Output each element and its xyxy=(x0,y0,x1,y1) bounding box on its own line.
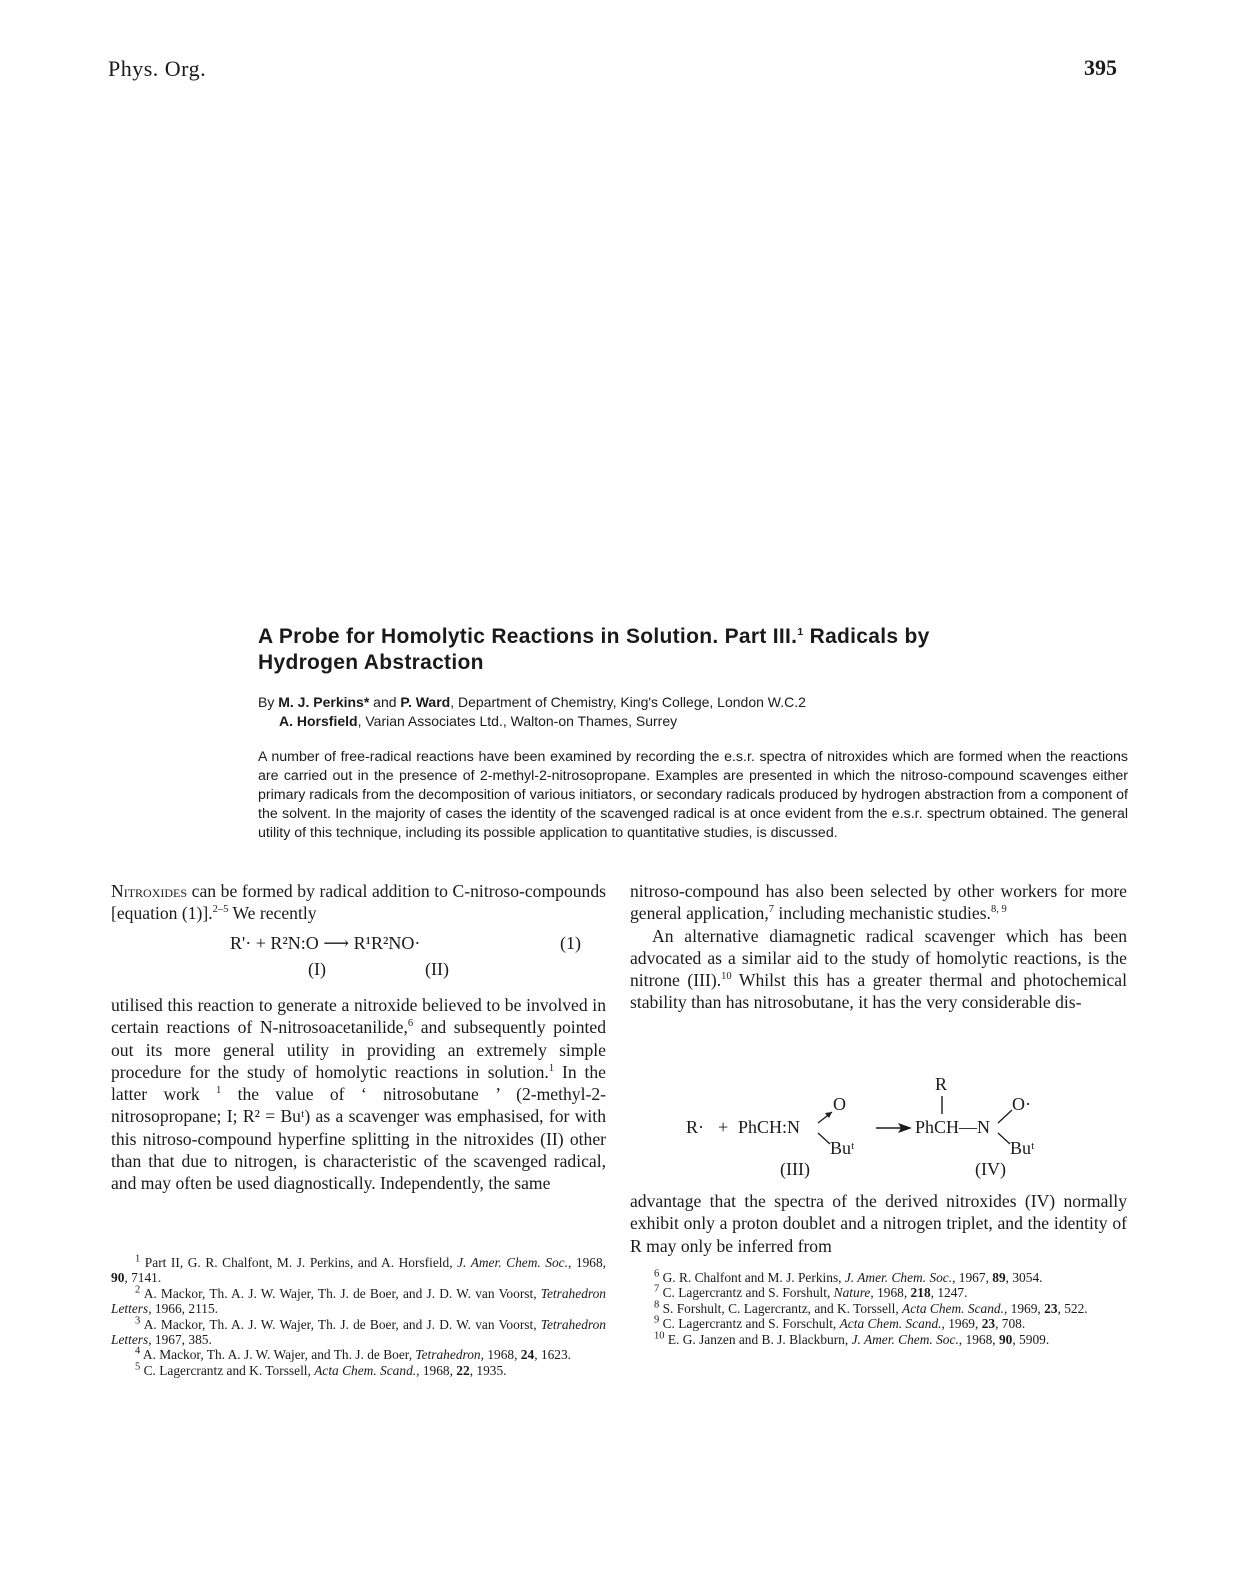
footnote-journal: Tetrahedron xyxy=(415,1347,481,1363)
author-perkins: M. J. Perkins xyxy=(278,694,364,710)
para2-text: An alternative diamagnetic radical scavenger which has been advocated as a similar aid to the study of homolytic reactions, is the nitrone (III). xyxy=(630,925,1127,991)
scheme-but-label-2: Buᵗ xyxy=(1010,1138,1035,1158)
equation-label-i: (I) xyxy=(308,959,326,979)
footnote-journal: Tetrahedron Letters xyxy=(111,1285,606,1317)
scheme-but-bond xyxy=(818,1133,830,1144)
footnote-year: , 1968, xyxy=(416,1362,457,1378)
author-horsfield: A. Horsfield xyxy=(279,713,358,729)
footnote xyxy=(630,1332,1127,1347)
and-label: and xyxy=(369,694,401,710)
ref-6: 6 xyxy=(407,1018,414,1030)
affiliation-varian: , Varian Associates Ltd., Walton-on Thames, Surrey xyxy=(357,713,678,729)
scheme-nitrone: PhCH:N xyxy=(738,1117,801,1137)
footnotes-right xyxy=(630,1270,1127,1347)
footnote-journal: J. Amer. Chem. Soc. xyxy=(457,1255,568,1270)
body-text-b: and subsequently pointed out its more general utility in providing an extremely simple procedure for the study of homolytic reactions in solution. xyxy=(111,1017,606,1082)
footnote-text: C. Lagercrantz and K. Torssell, xyxy=(140,1362,315,1378)
footnote-year: , 1968, xyxy=(567,1255,606,1270)
scheme-product: PhCH—N xyxy=(915,1117,991,1137)
footnote-journal: Acta Chem. Scand. xyxy=(902,1300,1004,1316)
body-paragraph-right xyxy=(630,880,1127,1014)
scheme-radical: R· xyxy=(686,1117,704,1137)
footnote-number: 9 xyxy=(654,1314,660,1326)
footnote-text: C. Lagercrantz and S. Forshult, xyxy=(659,1285,834,1301)
footnote-year: , 1967, 385. xyxy=(148,1332,212,1348)
footnote-number: 7 xyxy=(654,1283,660,1295)
scheme-label-iii: (III) xyxy=(780,1159,810,1179)
reaction-scheme xyxy=(680,1070,1080,1185)
footnote-year: , 1968, xyxy=(870,1285,911,1301)
title-main: A Probe for Homolytic Reactions in Solution. Part III. xyxy=(258,625,798,648)
intro-text: can be formed by radical addition to C-nitroso-compounds [equation (1)]. xyxy=(111,881,606,924)
footnote xyxy=(630,1270,1127,1285)
affiliation-kings: , Department of Chemistry, King's College, London W.C.2 xyxy=(450,694,806,710)
scheme-plus: + xyxy=(718,1117,729,1137)
ref-10: 10 xyxy=(721,971,732,983)
footnote-volume: 23 xyxy=(1044,1300,1058,1316)
abstract: A number of free-radical reactions have been examined by recording the e.s.r. spectra of nitroxides which are formed when the reactions are carried out in the presence of 2-methyl-2-nitrosopropane. Examples are presented in which the nitroso-compound scavenges either primary radicals from the decomposition of various initiators, or secondary radicals produced by hydrogen abstraction from a component of the solvent. In the majority of cases the identity of the scavenged radical is at once evident from the e.s.r. spectrum obtained. The general utility of this technique, including its possible application to quantitative studies, is discussed. xyxy=(258,749,1128,841)
footnote-number: 4 xyxy=(135,1345,141,1357)
footnote-number: 3 xyxy=(135,1315,141,1327)
intro-paragraph xyxy=(111,880,606,925)
footnote xyxy=(111,1347,606,1362)
author-ward: P. Ward xyxy=(400,694,451,710)
ref-1a: 1 xyxy=(548,1063,555,1075)
body-text-a: utilised this reaction to generate a nitroxide believed to be involved in certain reactions of N-nitrosoacetanilide, xyxy=(111,995,606,1038)
footnote-text: E. G. Janzen and B. J. Blackburn, xyxy=(664,1331,852,1347)
footnote xyxy=(630,1316,1127,1331)
scheme-o-label: O xyxy=(833,1094,846,1114)
footnote-page: , 1623. xyxy=(534,1347,572,1363)
intro-tail: We recently xyxy=(228,903,317,924)
author-block xyxy=(258,693,1128,731)
footnote-text: A. Mackor, Th. A. J. W. Wajer, and Th. J. de Boer, xyxy=(140,1347,416,1363)
equation-number: (1) xyxy=(560,933,581,953)
body-text-d: the value of ‘ nitrosobutane ’ (2-methyl-2-nitrosopropane; I; R² = Buᵗ) as a scavenger was emphasised, for with this nitroso-compound hyperfine splitting in the nitroxides (II) other than that due to nitrogen, is characteristic of the scavenged radical, and may often be used diagnostically. Independently, the same xyxy=(111,1084,606,1194)
footnote-year: , 1968, xyxy=(480,1347,521,1363)
footnote-number: 6 xyxy=(654,1268,660,1280)
corresponding-mark: * xyxy=(363,694,370,710)
scheme-label-iv: (IV) xyxy=(975,1159,1006,1179)
scheme-o-radical: O· xyxy=(1012,1094,1031,1114)
para1-text-b: including mechanistic studies. xyxy=(773,903,991,924)
footnote xyxy=(111,1363,606,1378)
footnote-year: , 1966, 2115. xyxy=(148,1301,219,1317)
footnote-year: , 1968, xyxy=(958,1331,999,1347)
footnote-year: , 1969, xyxy=(941,1316,982,1332)
footnote-page: , 1247. xyxy=(930,1285,968,1301)
page-number: 395 xyxy=(1084,55,1117,80)
footnote-volume: 89 xyxy=(992,1270,1006,1285)
footnote-number: 2 xyxy=(135,1284,141,1296)
footnotes-left xyxy=(111,1255,606,1378)
footnote xyxy=(630,1285,1127,1300)
footnote-page: , 7141. xyxy=(124,1270,162,1286)
para2-text-b: Whilst this has a greater thermal and photochemical stability than has nitrosobutane, it has the very considerable dis- xyxy=(630,970,1127,1013)
footnote-journal: Tetrahedron Letters xyxy=(111,1316,606,1348)
footnote-text: A. Mackor, Th. A. J. W. Wajer, Th. J. de Boer, and J. D. W. van Voorst, xyxy=(140,1285,541,1301)
footnote-volume: 24 xyxy=(520,1347,535,1363)
footnote-journal: Nature xyxy=(833,1285,871,1301)
footnote-journal: Acta Chem. Scand. xyxy=(314,1362,417,1378)
footnote-text: S. Forshult, C. Lagercrantz, and K. Torssell, xyxy=(659,1300,903,1316)
scheme-no-bond xyxy=(998,1110,1012,1123)
title-ref: 1 xyxy=(797,626,804,638)
footnote-volume: 22 xyxy=(456,1362,470,1378)
equation-1: R'· + R²N:O ⟶ R¹R²NO· xyxy=(230,933,421,953)
footnote-text: A. Mackor, Th. A. J. W. Wajer, Th. J. de Boer, and J. D. W. van Voorst, xyxy=(140,1316,541,1332)
para1-text: nitroso-compound has also been selected by other workers for more general application, xyxy=(630,881,1127,924)
title-line2: Hydrogen Abstraction xyxy=(258,651,484,674)
scheme-r-top: R xyxy=(935,1074,948,1094)
footnote-volume: 23 xyxy=(981,1316,996,1332)
ref-7: 7 xyxy=(768,904,774,916)
scheme-but-bond-2 xyxy=(998,1133,1010,1144)
footnote-text: Part II, G. R. Chalfont, M. J. Perkins, and A. Horsfield, xyxy=(140,1255,458,1270)
footnote-journal: Acta Chem. Scand. xyxy=(839,1316,942,1332)
footnote-text: G. R. Chalfont and M. J. Perkins, xyxy=(659,1270,845,1285)
footnote-volume: 218 xyxy=(910,1285,931,1301)
scheme-but-label: Buᵗ xyxy=(830,1138,855,1158)
ref-1b: 1 xyxy=(216,1085,222,1097)
body-paragraph-right-continued: advantage that the spectra of the derived nitroxides (IV) normally exhibit only a proton doublet and a nitrogen triplet, and the identity of R may only be inferred from xyxy=(630,1191,1127,1256)
title-rest: Radicals by xyxy=(803,625,930,648)
footnote xyxy=(111,1317,606,1348)
running-head: Phys. Org. xyxy=(108,56,207,81)
intro-ref: 2–5 xyxy=(212,904,229,916)
body-paragraph-left xyxy=(111,994,606,1195)
footnote-text: C. Lagercrantz and S. Forschult, xyxy=(659,1316,840,1332)
footnote-volume: 90 xyxy=(111,1270,125,1286)
footnote-year: , 1967, xyxy=(952,1270,993,1285)
footnote xyxy=(630,1301,1127,1316)
footnote-number: 10 xyxy=(654,1330,665,1342)
article-title xyxy=(258,624,1128,676)
by-label: By xyxy=(258,694,279,710)
lead-word: Nitroxides xyxy=(111,881,188,901)
footnote-page: , 708. xyxy=(995,1316,1026,1332)
footnote-page: , 522. xyxy=(1057,1300,1088,1316)
footnote-journal: J. Amer. Chem. Soc. xyxy=(851,1331,959,1347)
footnote-page: , 1935. xyxy=(469,1362,507,1378)
footnote xyxy=(111,1255,606,1286)
footnote-page: , 5909. xyxy=(1012,1331,1050,1347)
body-text-c: In the latter work xyxy=(111,1061,606,1105)
footnote-volume: 90 xyxy=(998,1331,1013,1347)
footnote-page: , 3054. xyxy=(1005,1270,1043,1285)
footnote-number: 5 xyxy=(135,1361,141,1373)
footnote xyxy=(111,1286,606,1317)
ref-8-9: 8, 9 xyxy=(990,904,1007,916)
footnote-number: 1 xyxy=(135,1253,141,1265)
footnote-year: , 1969, xyxy=(1003,1300,1045,1316)
equation-label-ii: (II) xyxy=(425,959,449,979)
footnote-number: 8 xyxy=(654,1299,660,1311)
footnote-journal: J. Amer. Chem. Soc. xyxy=(844,1270,953,1285)
